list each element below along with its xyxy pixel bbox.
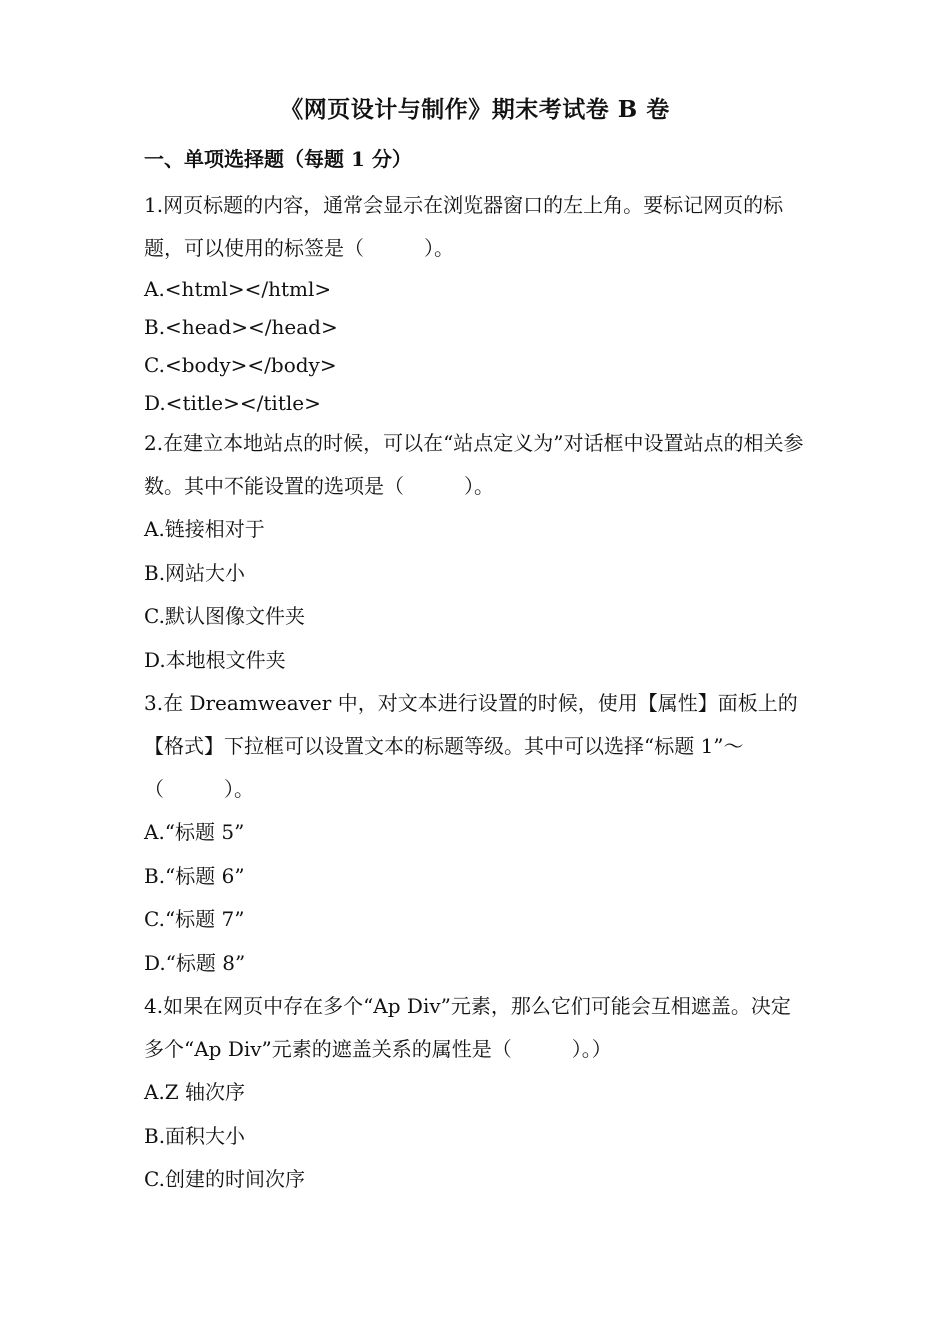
question-3 — [144, 682, 804, 985]
question-text: 3.在 Dreamweaver 中，对文本进行设置的时候，使用【属性】面板上的【格式】下拉框可以设置文本的标题等级。其中可以选择“标题 1”～（ ）。 — [144, 691, 798, 801]
section-heading: 一、单项选择题（每题 1 分） — [144, 147, 412, 171]
option-c: C.<body></body> — [144, 353, 337, 377]
option-c: C.“标题 7” — [144, 907, 245, 931]
page-title: 《网页设计与制作》期末考试卷 B 卷 — [280, 96, 670, 123]
option-b: B.<head></head> — [144, 315, 338, 339]
option-b: B.面积大小 — [144, 1123, 246, 1148]
option-a: A.<html></html> — [144, 277, 332, 301]
question-text: 2.在建立本地站点的时候，可以在“站点定义为”对话框中设置站点的相关参数。其中不能设置的选项是（ ）。 — [144, 431, 804, 498]
option-d: D.“标题 8” — [144, 950, 246, 975]
option-b: B.“标题 6” — [144, 863, 245, 888]
question-2 — [144, 422, 804, 682]
question-text: 1.网页标题的内容，通常会显示在浏览器窗口的左上角。要标记网页的标题，可以使用的标签是（ ）。 — [144, 193, 784, 260]
question-list — [144, 184, 804, 1202]
question-text: 4.如果在网页中存在多个“Ap Div”元素，那么它们可能会互相遮盖。决定多个“Ap Div”元素的遮盖关系的属性是（ ）。） — [144, 994, 791, 1061]
option-d: D.<title></title> — [144, 391, 321, 415]
option-a: A.链接相对于 — [144, 517, 265, 541]
question-1 — [144, 184, 804, 422]
option-d: D.本地根文件夹 — [144, 647, 286, 672]
option-a: A.“标题 5” — [144, 820, 245, 844]
question-4 — [144, 985, 804, 1202]
option-a: A.Z 轴次序 — [144, 1080, 246, 1104]
option-c: C.创建的时间次序 — [144, 1167, 305, 1191]
option-b: B.网站大小 — [144, 560, 246, 585]
option-c: C.默认图像文件夹 — [144, 604, 305, 628]
